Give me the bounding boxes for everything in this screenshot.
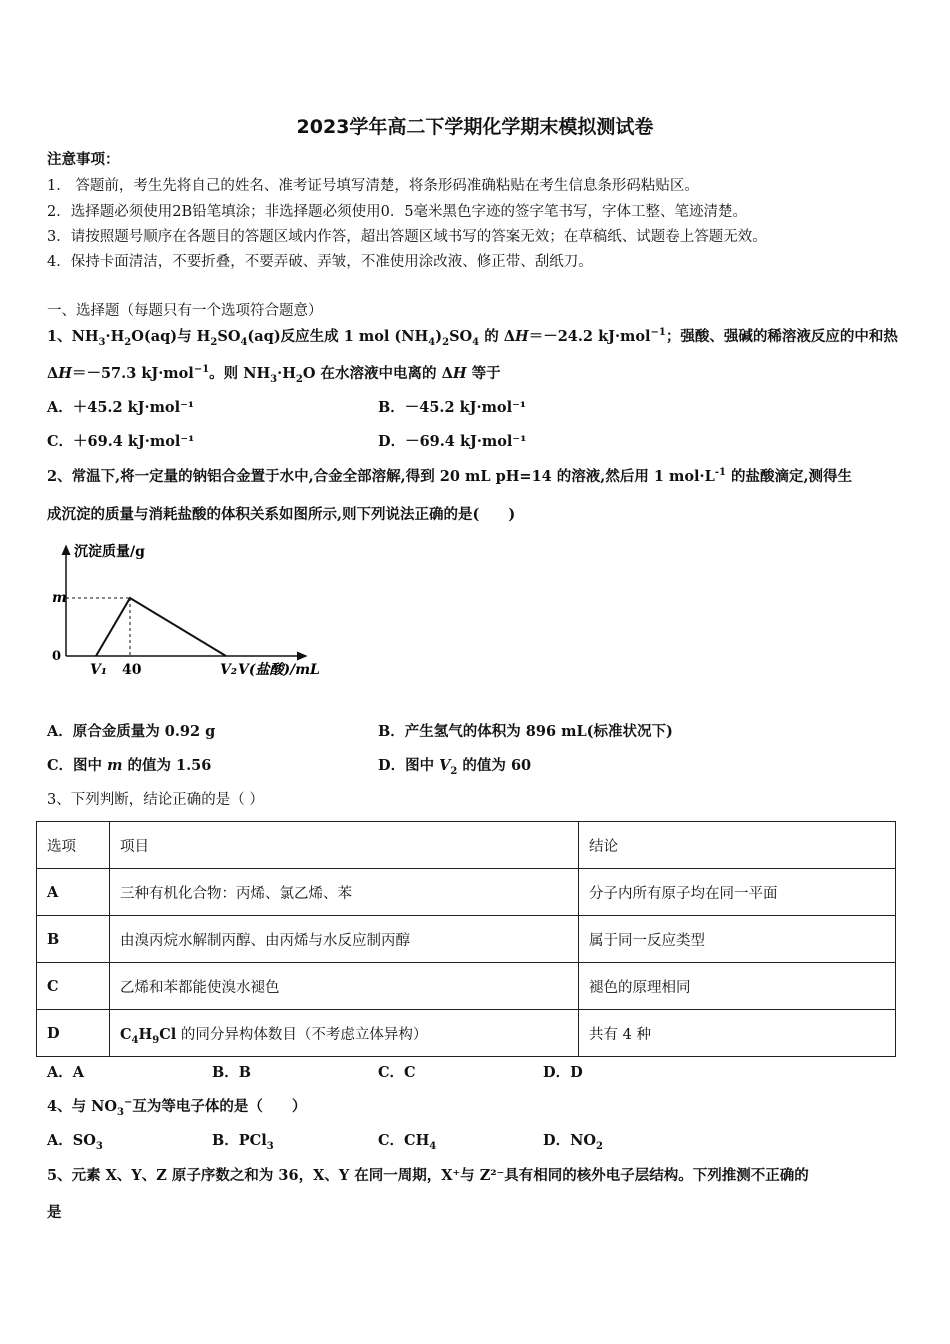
notice-item-1: 1． 答题前，考生先将自己的姓名、准考证号填写清楚，将条形码准确粘贴在考生信息条形码粘贴区。 [47, 178, 699, 194]
q1-option-b: B．－45.2 kJ·mol⁻¹ [378, 399, 527, 416]
table-header-cell: 结论 [579, 822, 896, 869]
table-row [37, 869, 896, 916]
table-row [37, 963, 896, 1010]
table-header-row [37, 822, 896, 869]
table-cell-option: C [37, 963, 110, 1010]
q4-option-d: D．$NO_2$ [543, 1132, 603, 1152]
table-cell-conclusion: 分子内所有原子均在同一平面 [579, 869, 896, 916]
q5-stem-line1: 5、元素 X、Y、Z 原子序数之和为 36，X、Y 在同一周期，X⁺与 Z²⁻具有相同的核外电子层结构。下列推测不正确的 [47, 1167, 809, 1184]
table-cell-conclusion: 共有 4 种 [579, 1010, 896, 1057]
notice-item-2: 2．选择题必须使用2B铅笔填涂；非选择题必须使用0．5毫米黑色字迹的签字笔书写，字体工整、笔迹清楚。 [47, 204, 748, 220]
q2-stem-line1: 2、常温下,将一定量的钠铝合金置于水中,合金全部溶解,得到 20 mL pH=14 的溶液,然后用 1 $mol\cdot L^{-1}$ 的盐酸滴定,测得生 [47, 467, 853, 485]
q1-option-c: C．＋69.4 kJ·mol⁻¹ [47, 433, 195, 450]
q4-option-b: B．PCl$_3$ [212, 1132, 274, 1152]
q5-stem-line2: 是 [47, 1204, 62, 1221]
q4-stem: 4、与 $NO_3^-$互为等电子体的是（ ） [47, 1097, 307, 1118]
q2-chart [46, 534, 336, 684]
page-title: 2023学年高二下学期化学期末模拟测试卷 [296, 116, 654, 138]
table-cell-conclusion: 属于同一反应类型 [579, 916, 896, 963]
table-cell-option: B [37, 916, 110, 963]
notice-heading: 注意事项： [47, 151, 120, 168]
x-tick-40: 40 [122, 662, 142, 678]
table-cell-item: 由溴丙烷水解制丙醇、由丙烯与水反应制丙醇 [110, 916, 579, 963]
q1-option-a: A．＋45.2 kJ·mol⁻¹ [47, 399, 195, 416]
q1-stem-line1: 1、$NH_3\cdot H_2O(aq)$与 $H_2SO_4(aq)$反应生成 1 mol $(NH_4)_2SO_4$ 的 ΔH＝－24.2 kJ·mol$^{-1}$；强酸、强碱的稀溶液反应的中和热 [47, 327, 898, 348]
q2-option-a: A．原合金质量为 0.92 g [47, 723, 216, 740]
y-marker-m: m [52, 590, 67, 606]
q3-option-c: C．C [378, 1064, 416, 1081]
origin-label: 0 [52, 649, 62, 664]
q3-table [36, 821, 896, 1057]
x-tick-v2: V₂ [220, 662, 237, 678]
table-cell-option: D [37, 1010, 110, 1057]
q1-stem-line2: ΔH＝－57.3 kJ·mol$^{-1}$。则 $NH_3\cdot H_2O$ 在水溶液中电离的 ΔH 等于 [47, 364, 501, 385]
q2-stem-line2: 成沉淀的质量与消耗盐酸的体积关系如图所示,则下列说法正确的是( ) [47, 506, 516, 523]
q3-option-d: D．D [543, 1064, 583, 1081]
q2-option-c: C．图中 m 的值为 1.56 [47, 757, 212, 774]
q3-option-a: A．A [47, 1064, 85, 1081]
table-row [37, 916, 896, 963]
q2-option-d: D．图中 $V_2$ 的值为 60 [378, 757, 532, 777]
table-header-cell: 项目 [110, 822, 579, 869]
q4-option-a: A．$SO_3$ [47, 1132, 103, 1152]
notice-item-4: 4．保持卡面清洁，不要折叠，不要弄破、弄皱，不准使用涂改液、修正带、刮纸刀。 [47, 254, 593, 270]
table-cell-conclusion: 褪色的原理相同 [579, 963, 896, 1010]
y-axis-label: 沉淀质量/g [74, 544, 145, 560]
table-cell-option: A [37, 869, 110, 916]
q1-option-d: D．－69.4 kJ·mol⁻¹ [378, 433, 527, 450]
x-tick-v1: V₁ [90, 662, 107, 678]
table-header-cell: 选项 [37, 822, 110, 869]
section-heading: 一、选择题（每题只有一个选项符合题意） [47, 303, 323, 319]
table-cell-item: 乙烯和苯都能使溴水褪色 [110, 963, 579, 1010]
q3-option-b: B．B [212, 1064, 252, 1081]
table-cell-item: 三种有机化合物：丙烯、氯乙烯、苯 [110, 869, 579, 916]
table-row [37, 1010, 896, 1057]
table-cell-item: $C_4H_9Cl$ 的同分异构体数目（不考虑立体异构） [110, 1010, 579, 1057]
q2-option-b: B．产生氢气的体积为 896 mL(标准状况下) [378, 723, 673, 740]
x-axis-label: V(盐酸)/mL [238, 662, 320, 678]
series-line-precipitate [96, 598, 226, 656]
notice-item-3: 3．请按照题号顺序在各题目的答题区域内作答，超出答题区域书写的答案无效；在草稿纸、试题卷上答题无效。 [47, 229, 767, 245]
q3-stem: 3、下列判断，结论正确的是（ ） [47, 792, 264, 808]
q4-option-c: C．$CH_4$ [378, 1132, 437, 1152]
